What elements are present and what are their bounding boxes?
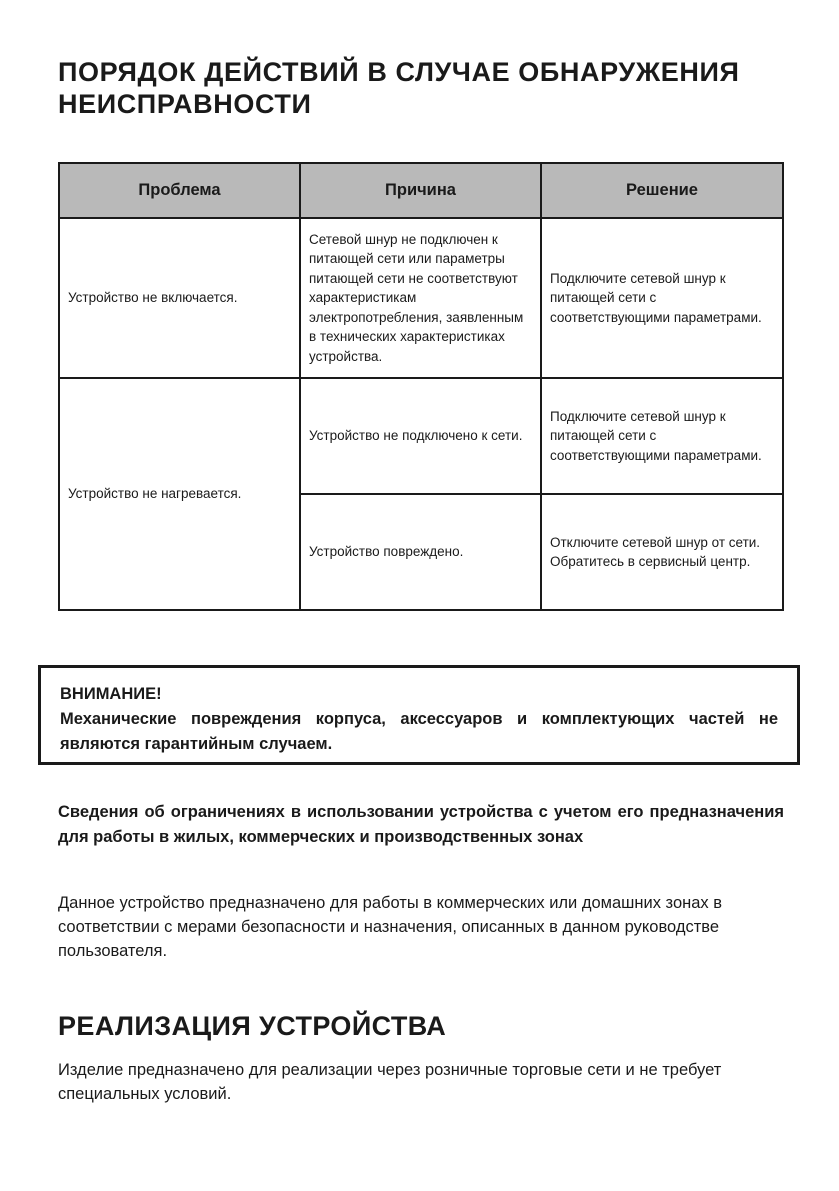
header-solution: Решение (541, 163, 783, 218)
warning-text: Механические повреждения корпуса, аксессуаров и комплектующих частей не являются гарантийным случаем. (60, 710, 778, 753)
problem-cell: Устройство не включается. (59, 218, 300, 378)
table-row (59, 218, 783, 378)
table-row (59, 378, 783, 494)
section-title-sales: РЕАЛИЗАЦИЯ УСТРОЙСТВА (58, 1011, 447, 1041)
solution-cell: Подключите сетевой шнур к питающей сети с соответствующими параметрами. (541, 378, 783, 494)
troubleshooting-table (58, 162, 784, 611)
warning-box (38, 665, 800, 765)
cause-cell: Устройство не подключено к сети. (300, 378, 541, 494)
cause-cell: Сетевой шнур не подключен к питающей сети или параметры питающей сети не соответствуют характеристикам электропотребления, заявленным в технических характеристиках устройства. (300, 218, 541, 378)
section-title-troubleshooting: ПОРЯДОК ДЕЙСТВИЙ В СЛУЧАЕ ОБНАРУЖЕНИЯ НЕИСПРАВНОСТИ (58, 57, 740, 119)
sales-paragraph: Изделие предназначено для реализации через розничные торговые сети и не требует специальных условий. (58, 1061, 722, 1103)
table-header-row (59, 163, 783, 218)
solution-cell: Подключите сетевой шнур к питающей сети с соответствующими параметрами. (541, 218, 783, 378)
usage-heading: Сведения об ограничениях в использовании устройства с учетом его предназначения для работы в жилых, коммерческих и производственных зонах (58, 803, 784, 846)
problem-cell: Устройство не нагревается. (59, 378, 300, 610)
solution-cell: Отключите сетевой шнур от сети. Обратитесь в сервисный центр. (541, 494, 783, 610)
warning-title: ВНИМАНИЕ! (60, 685, 162, 703)
header-cause: Причина (300, 163, 541, 218)
header-problem: Проблема (59, 163, 300, 218)
usage-paragraph: Данное устройство предназначено для работы в коммерческих или домашних зонах в соответствии с мерами безопасности и назначения, описанных в данном руководстве пользователя. (58, 894, 723, 960)
cause-cell: Устройство повреждено. (300, 494, 541, 610)
